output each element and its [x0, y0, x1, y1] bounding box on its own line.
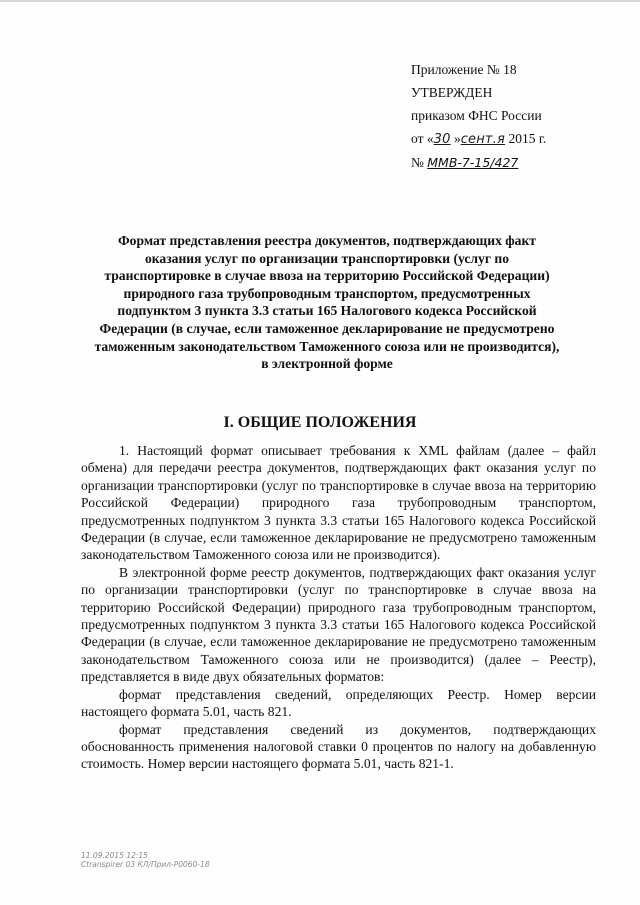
approval-date [411, 127, 611, 151]
approved-label: УТВЕРЖДЕН [411, 85, 493, 100]
paragraph-1: 1. Настоящий формат описывает требования к XML файлам (далее – файл обмена) для передачи реестра документов, подтверждающих факт оказания услуг по организации транспортировки (услуг по транспортировке в случае ввоза на территорию Российской Федерации) природного газа трубопроводным транспортом, предусмотренных подпунктом 3 пункта 3.3 статьи 165 Налогового кодекса Российской Федерации (в случае, если таможенное декларирование не предусмотрено таможенным законодательством Таможенного союза или не производится). [81, 443, 596, 563]
scan-edge [0, 0, 640, 2]
appendix-number: Приложение № 18 [411, 62, 517, 77]
approval-block [411, 58, 611, 174]
body-text [81, 442, 596, 773]
file-footer [81, 851, 210, 869]
number-prefix: № [411, 155, 428, 170]
paragraph-3: формат представления сведений, определяющих Реестр. Номер версии настоящего формата 5.01, часть 821. [81, 686, 596, 720]
footer-path: Ctranspirer 03 КЛ/Прил-Р0060-18 [81, 860, 210, 869]
date-year: 2015 г. [505, 131, 547, 146]
handwritten-order-number: ММВ-7-15/427 [427, 155, 519, 170]
document-title: Формат представления реестра документов, подтверждающих факт оказания услуг по организации транспортировки (услуг по транспортировке в случае ввоза на территорию Российской Федерации) природного газа трубопроводным транспортом, предусмотренных подпунктом 3 пункта 3.3 статьи 165 Налогового кодекса Российской Федерации (в случае, если таможенное декларирование не предусмотрено таможенным законодательством Таможенного союза или не производится), в электронной форме [94, 233, 560, 372]
paragraph-4: формат представления сведений из документов, подтверждающих обоснованность применения налоговой ставки 0 процентов по налогу на добавленную стоимость. Номер версии настоящего формата 5.01, часть 821-1. [81, 721, 596, 772]
footer-timestamp: 11.09.2015 12:15 [81, 851, 148, 860]
paragraph-2: В электронной форме реестр документов, подтверждающих факт оказания услуг по организации транспортировки (услуг по транспортировке в случае ввоза на территорию Российской Федерации) природного газа трубопроводным транспортом, предусмотренных подпунктом 3 пункта 3.3 статьи 165 Налогового кодекса Российской Федерации (в случае, если таможенное декларирование не предусмотрено таможенным законодательством Таможенного союза или не производится) (далее – Реестр), представляется в виде двух обязательных форматов: [81, 564, 596, 685]
section-heading: I. ОБЩИЕ ПОЛОЖЕНИЯ [223, 414, 417, 431]
order-reference: приказом ФНС России [411, 108, 542, 123]
date-mid: » [450, 131, 461, 146]
date-prefix: от « [411, 131, 434, 146]
handwritten-month: сент.я [460, 132, 506, 147]
handwritten-day: 30 [433, 132, 451, 147]
order-number [411, 151, 611, 174]
